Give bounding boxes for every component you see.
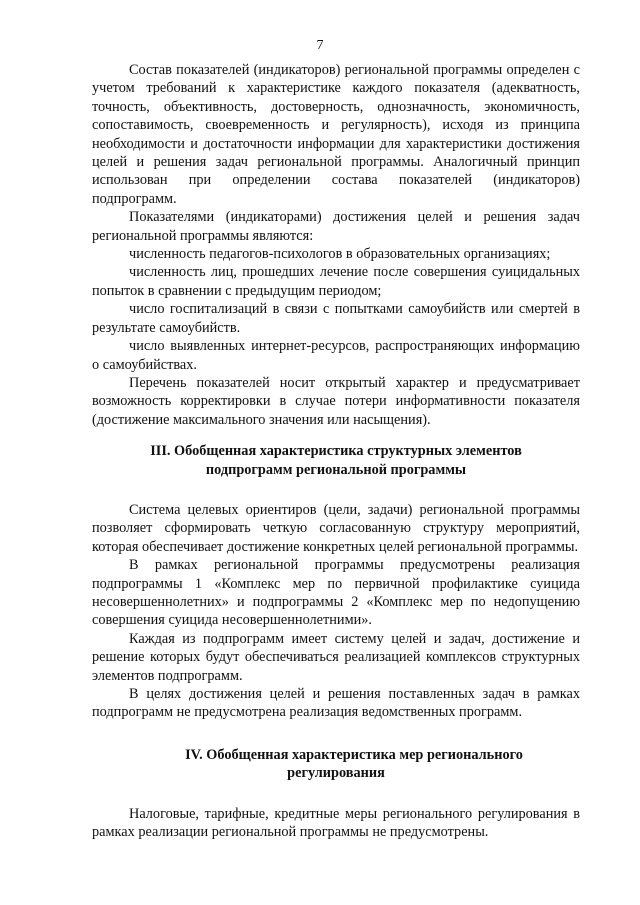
section-3-paragraph-departmental: В целях достижения целей и решения поставленных задач в рамках подпрограмм не предусмотрена реализация ведомственных программ.: [92, 686, 580, 721]
section-3-heading-line1: III. Обобщенная характеристика структурных элементов: [150, 443, 522, 460]
section-4-heading-line2: регулирования: [287, 765, 385, 782]
section-3-heading: [92, 442, 580, 479]
paragraph-indicators-open-list: Перечень показателей носит открытый характер и предусматривает возможность корректировки в случае потери информативности показателя (достижение максимального значения или насыщения).: [92, 374, 580, 428]
section-3-paragraph-goals: Каждая из подпрограмм имеет систему целей и задач, достижение и решение которых будут обеспечиваться реализацией комплексов структурных элементов подпрограмм.: [92, 630, 580, 684]
paragraph-indicators-list-intro: Показателями (индикаторами) достижения целей и решения задач региональной программы являются:: [92, 209, 580, 244]
indicator-item-hospitalizations: число госпитализаций в связи с попытками самоубийств или смертей в результате самоубийств.: [92, 301, 580, 336]
indicator-item-internet-resources: число выявленных интернет-ресурсов, распространяющих информацию о самоубийствах.: [92, 338, 580, 373]
section-4-heading: [92, 746, 580, 783]
section-4-heading-line1: IV. Обобщенная характеристика мер регионального: [185, 746, 523, 763]
section-3-paragraph-subprograms: В рамках региональной программы предусмотрены реализация подпрограммы 1 «Комплекс мер по первичной профилактике суицида несовершеннолетних» и подпрограммы 2 «Комплекс мер по недопущению совершения суицида несовершеннолетними».: [92, 557, 580, 629]
section-3-paragraph-targets: Система целевых ориентиров (цели, задачи) региональной программы позволяет сформировать четкую согласованную структуру мероприятий, которая обеспечивает достижение конкретных целей региональной программы.: [92, 501, 580, 555]
indicator-item-psychologists: численность педагогов-психологов в образовательных организациях;: [129, 246, 551, 263]
paragraph-indicators-composition: Состав показателей (индикаторов) региональной программы определен с учетом требований к характеристике каждого показателя (адекватность, точность, объективность, достоверность, однозначность, экономичность, сопоставимость, своевременность и регулярность), исходя из принципа необходимости и достаточности информации для характеристики достижения целей и решения задач региональной программы. Аналогичный принцип использован при определении состава показателей (индикаторов) подпрограмм.: [92, 62, 580, 207]
indicator-item-treated-persons: численность лиц, прошедших лечение после совершения суицидальных попыток в сравнении с предыдущим периодом;: [92, 264, 580, 299]
section-4-paragraph-measures: Налоговые, тарифные, кредитные меры регионального регулирования в рамках реализации региональной программы не предусмотрены.: [92, 805, 580, 841]
page-number: 7: [316, 38, 324, 53]
page-body: [92, 61, 580, 841]
section-3-heading-line2: подпрограмм региональной программы: [205, 461, 467, 478]
